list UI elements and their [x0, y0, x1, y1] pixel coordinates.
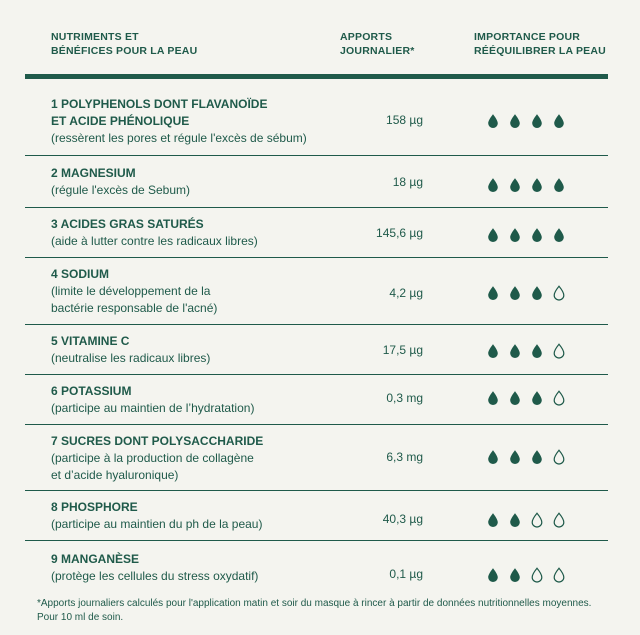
- table-row: [25, 156, 608, 208]
- drop-filled-icon: [529, 449, 545, 465]
- nutrient-benefit: (régule l'excès de Sebum): [51, 183, 191, 197]
- nutrient-benefit: (participe au maintien du ph de la peau): [51, 517, 263, 531]
- drop-outline-icon: [551, 343, 567, 359]
- daily-intake-value: 6,3 mg: [386, 450, 423, 464]
- daily-intake-value: 158 µg: [386, 113, 423, 127]
- table-row: [25, 425, 608, 491]
- daily-intake-value: 0,1 µg: [389, 567, 423, 581]
- nutrient-name: 6 POTASSIUM: [51, 384, 132, 398]
- drop-filled-icon: [507, 567, 523, 583]
- nutrient-benefit: (participe au maintien de l’hydratation): [51, 401, 255, 415]
- drop-outline-icon: [551, 390, 567, 406]
- nutrient-name: 9 MANGANÈSE: [51, 552, 140, 566]
- nutrient-benefit: (neutralise les radicaux libres): [51, 351, 211, 365]
- drop-filled-icon: [507, 390, 523, 406]
- daily-intake-value: 18 µg: [392, 175, 423, 189]
- nutrient-benefit: (protège les cellules du stress oxydatif): [51, 569, 259, 583]
- drop-filled-icon: [507, 227, 523, 243]
- importance-rating: [485, 113, 567, 129]
- drop-filled-icon: [485, 512, 501, 528]
- drop-outline-icon: [551, 449, 567, 465]
- nutrient-benefit: (limite le développement de la bactérie responsable de l'acné): [51, 284, 218, 315]
- drop-outline-icon: [529, 512, 545, 528]
- nutrient-name: 4 SODIUM: [51, 267, 110, 281]
- nutrient-name: 1 POLYPHENOLS DONT FLAVANOÏDE ET ACIDE PHÉNOLIQUE: [51, 97, 268, 128]
- importance-rating: [485, 512, 567, 528]
- drop-filled-icon: [485, 113, 501, 129]
- drop-filled-icon: [507, 177, 523, 193]
- drop-outline-icon: [529, 567, 545, 583]
- nutrient-benefit: (aide à lutter contre les radicaux libres): [51, 234, 258, 248]
- drop-filled-icon: [507, 285, 523, 301]
- header-daily-intake: APPORTS JOURNALIER*: [340, 31, 415, 57]
- nutrient-benefit: (ressèrent les pores et régule l'excès de sébum): [51, 131, 307, 145]
- drop-filled-icon: [529, 343, 545, 359]
- drop-filled-icon: [529, 227, 545, 243]
- drop-filled-icon: [529, 177, 545, 193]
- drop-filled-icon: [485, 390, 501, 406]
- nutrient-name: 3 ACIDES GRAS SATURÉS: [51, 217, 204, 231]
- drop-filled-icon: [551, 227, 567, 243]
- drop-filled-icon: [507, 343, 523, 359]
- nutrient-benefit: (participe à la production de collagène et d’acide hyaluronique): [51, 451, 254, 482]
- importance-rating: [485, 567, 567, 583]
- drop-filled-icon: [529, 285, 545, 301]
- nutrient-name: 7 SUCRES DONT POLYSACCHARIDE: [51, 434, 264, 448]
- drop-outline-icon: [551, 285, 567, 301]
- nutrient-name: 8 PHOSPHORE: [51, 500, 138, 514]
- table-row: [25, 79, 608, 156]
- header-nutrients: NUTRIMENTS ET BÉNÉFICES POUR LA PEAU: [51, 31, 198, 57]
- daily-intake-value: 4,2 µg: [389, 286, 423, 300]
- footnote: *Apports journaliers calculés pour l'application matin et soir du masque à rincer à partir de données nutritionnelles moyennes. Pour 10 ml de soin.: [37, 598, 592, 623]
- table-row: [25, 258, 608, 325]
- drop-outline-icon: [551, 512, 567, 528]
- table-row: [25, 375, 608, 425]
- drop-outline-icon: [551, 567, 567, 583]
- drop-filled-icon: [529, 390, 545, 406]
- drop-filled-icon: [529, 113, 545, 129]
- daily-intake-value: 0,3 mg: [386, 391, 423, 405]
- importance-rating: [485, 390, 567, 406]
- header-importance: IMPORTANCE POUR RÉÉQUILIBRER LA PEAU: [474, 31, 606, 57]
- drop-filled-icon: [485, 567, 501, 583]
- importance-rating: [485, 449, 567, 465]
- nutrient-name: 2 MAGNESIUM: [51, 166, 136, 180]
- importance-rating: [485, 227, 567, 243]
- drop-filled-icon: [485, 285, 501, 301]
- drop-filled-icon: [507, 113, 523, 129]
- drop-filled-icon: [485, 449, 501, 465]
- drop-filled-icon: [551, 177, 567, 193]
- importance-rating: [485, 343, 567, 359]
- daily-intake-value: 145,6 µg: [376, 226, 423, 240]
- table-row: [25, 325, 608, 375]
- drop-filled-icon: [507, 449, 523, 465]
- nutrient-name: 5 VITAMINE C: [51, 334, 130, 348]
- drop-filled-icon: [485, 343, 501, 359]
- drop-filled-icon: [507, 512, 523, 528]
- importance-rating: [485, 177, 567, 193]
- table-row: [25, 208, 608, 258]
- drop-filled-icon: [485, 227, 501, 243]
- daily-intake-value: 40,3 µg: [382, 512, 423, 526]
- table-row: [25, 491, 608, 541]
- drop-filled-icon: [551, 113, 567, 129]
- daily-intake-value: 17,5 µg: [382, 343, 423, 357]
- importance-rating: [485, 285, 567, 301]
- table-row: [25, 541, 608, 594]
- drop-filled-icon: [485, 177, 501, 193]
